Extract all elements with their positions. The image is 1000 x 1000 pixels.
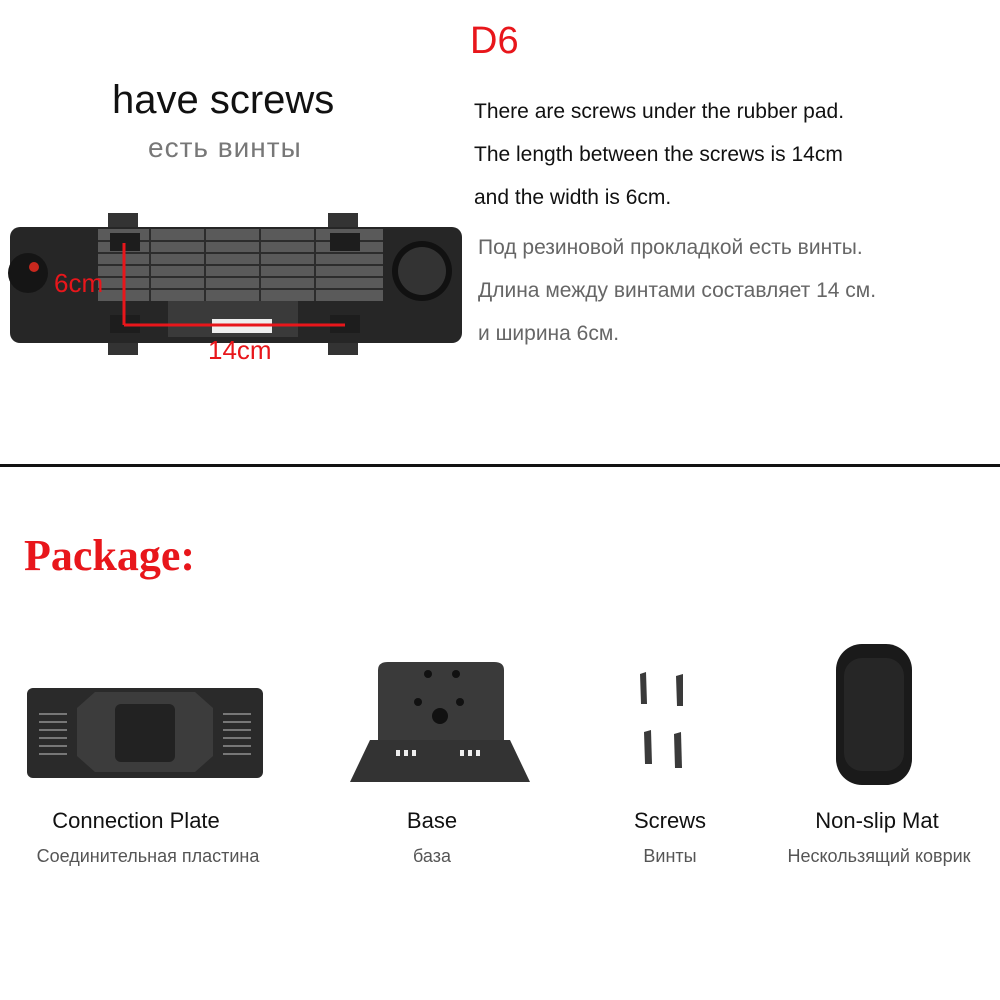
section-divider [0,464,1000,467]
package-item-label-ru: Винты [643,846,697,866]
package-item-label: Screws [633,808,707,833]
package-item-label: Non-slip Mat [815,808,939,833]
screws-heading-ru: есть винты [148,132,302,163]
package-item-label-ru: база [413,846,451,866]
description-ru-line: Под резиновой прокладкой есть винты. [478,236,863,259]
screws-heading: have screws [112,78,335,122]
package-title: Package: [24,531,196,580]
description-en-line: The length between the screws is 14cm [474,143,843,166]
mat-icon [834,642,914,787]
description-en-line: There are screws under the rubber pad. [474,100,845,123]
description-en [474,90,844,219]
package-item-label-ru: Нескользящий коврик [787,846,971,866]
screws-icon [636,670,696,775]
model-label: D6 [470,20,519,62]
length-dimension-label: 14cm [208,335,272,365]
base-icon [348,660,533,785]
description-ru [478,226,876,355]
description-en-line: and the width is 6cm. [474,186,672,209]
package-item-label: Connection Plate [52,808,220,833]
package-item-label: Base [406,808,458,833]
connection-plate-icon [25,684,265,782]
description-ru-line: Длина между винтами составляет 14 см. [478,279,877,302]
package-item-label-ru: Соединительная пластина [36,846,260,866]
description-ru-line: и ширина 6см. [478,322,620,345]
width-dimension-label: 6cm [54,268,104,298]
